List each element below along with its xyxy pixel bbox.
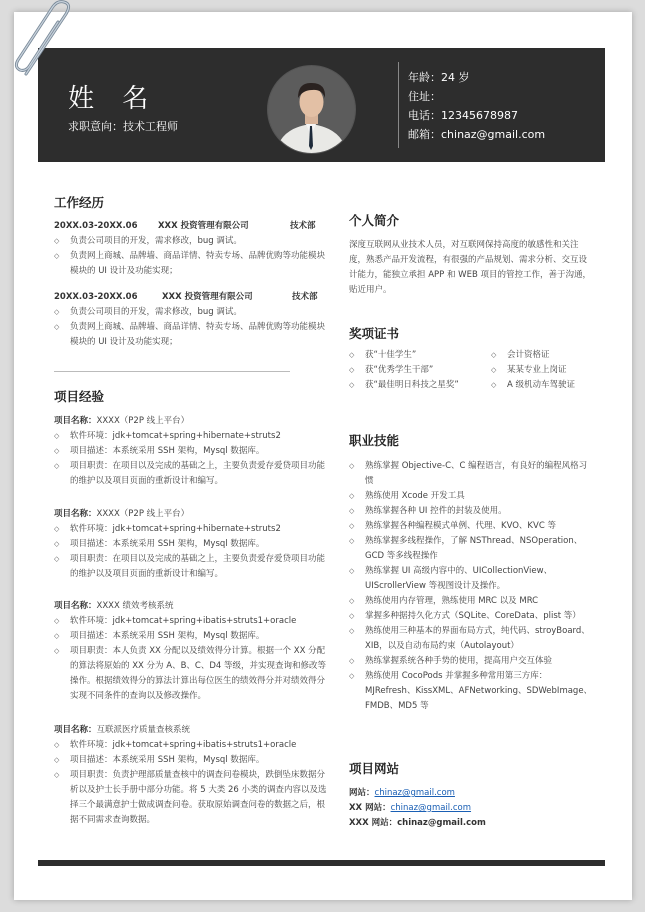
- sites-section-title: 项目网站: [349, 761, 400, 776]
- site-row: [349, 786, 589, 801]
- list-item: ◇ 项目职责：本人负责 XX 分配以及绩效得分计算。根据一个 XX 分配的算法将原始的 XX 分为 A、B、C、D4 等级，并实现查询和修改等操作。根据绩效得分的算法计算出每位医生的绩效得分并对绩效得分实现不同条件的查询以及修改操作。: [54, 644, 329, 704]
- list-item: ◇ 熟练掌握系统各种手势的使用，提高用户交互体验: [349, 654, 595, 669]
- footer-bar: [38, 860, 605, 866]
- list-item: ◇ A 级机动车驾驶证: [491, 378, 601, 393]
- phone-text: 电话：12345678987: [408, 109, 518, 122]
- person-name: 姓 名: [68, 84, 159, 114]
- list-item: ◇ 负责网上商城、品牌墙、商品详情、特卖专场、品牌优购等功能模块模块的 UI 设计及功能实现；: [54, 249, 329, 279]
- section-divider: [54, 371, 290, 372]
- list-item: ◇ 软件环境：jdk+tomcat+spring+hibernate+struts2: [54, 429, 329, 444]
- email-text: 邮箱：chinaz@gmail.com: [408, 128, 546, 141]
- project-entry: [54, 414, 329, 489]
- site-link[interactable]: chinaz@gmail.com: [390, 803, 472, 813]
- list-item: ◇ 掌握多种据持久化方式（SQLite、CoreData、plist 等）: [349, 609, 595, 624]
- list-item: ◇ 获“十佳学生”: [349, 348, 491, 363]
- resume-header: [38, 48, 605, 162]
- site-label: 网站：: [349, 788, 375, 798]
- skills-list: [349, 459, 595, 714]
- work-period: 20XX.03-20XX.06: [54, 221, 138, 231]
- portrait-image: [268, 66, 355, 153]
- list-item: ◇ 熟练使用内存管理，熟练使用 MRC 以及 MRC: [349, 594, 595, 609]
- projects-section-title: 项目经验: [54, 389, 105, 404]
- work-entry: [54, 219, 329, 279]
- profile-section-title: 个人简介: [349, 213, 400, 228]
- list-item: ◇ 熟练使用 Xcode 开发工具: [349, 489, 595, 504]
- list-item: ◇ 熟练掌握 UI 高级内容中的、UICollectionView、UIScrollerView 等视图设计及操作。: [349, 564, 595, 594]
- list-item: ◇ 熟练掌握多线程操作，了解 NSThread、NSOperation、GCD 等多线程操作: [349, 534, 595, 564]
- address-text: 住址：: [408, 90, 441, 103]
- project-name: XXXX（P2P 线上平台）: [96, 416, 190, 426]
- list-item: ◇ 项目职责：在项目以及完成的基础之上，主要负责爱存爱贷项目功能的维护以及项目页面的重新设计和编写。: [54, 552, 329, 582]
- job-intent: 求职意向：技术工程师: [68, 120, 178, 133]
- list-item: ◇ 项目职责：负责护理部质量查核中的调查问卷模块，跌倒坠床数据分析以及护士长手册中部分功能。将 5 大类 26 小类的调查内容以及选择三个最满意护士做成调查问卷。获取原始调查问卷的数据之后，根据不同需求查询数据。: [54, 768, 329, 828]
- site-label: XXX 网站：: [349, 818, 398, 828]
- project-name-label: 项目名称：: [54, 601, 97, 611]
- list-item: ◇ 负责公司项目的开发，需求修改，bug 调试。: [54, 305, 329, 320]
- list-item: ◇ 软件环境：jdk+tomcat+spring+ibatis+struts1+oracle: [54, 614, 329, 629]
- list-item: ◇ 某某专业上岗证: [491, 363, 601, 378]
- profile-text: 深度互联网从业技术人员，对互联网保持高度的敏感性和关注度，熟悉产品开发流程，有很强的产品规划、需求分析、交互设计能力，能独立承担 APP 和 WEB 项目的管控工作，善于沟通，贴近用户。: [349, 240, 591, 295]
- header-divider: [398, 62, 399, 148]
- work-section-title: 工作经历: [54, 195, 105, 210]
- site-label: XX 网站：: [349, 803, 391, 813]
- contact-info: [408, 68, 545, 144]
- list-item: ◇ 获“优秀学生干部”: [349, 363, 491, 378]
- age-text: 年龄：24 岁: [408, 71, 470, 84]
- work-period: 20XX.03-20XX.06: [54, 292, 138, 302]
- project-entry: [54, 507, 329, 582]
- list-item: ◇ 软件环境：jdk+tomcat+spring+ibatis+struts1+oracle: [54, 738, 329, 753]
- list-item: ◇ 负责网上商城、品牌墙、商品详情、特卖专场、品牌优购等功能模块模块的 UI 设计及功能实现；: [54, 320, 329, 350]
- work-entry: [54, 290, 329, 350]
- project-entry: [54, 599, 329, 704]
- awards-list: [349, 348, 601, 393]
- awards-section-title: 奖项证书: [349, 326, 400, 341]
- site-link[interactable]: chinaz@gmail.com: [374, 788, 455, 798]
- work-company: XXX 投资管理有限公司: [158, 221, 249, 231]
- project-name-label: 项目名称：: [54, 509, 97, 519]
- list-item: ◇ 负责公司项目的开发，需求修改，bug 调试。: [54, 234, 329, 249]
- list-item: ◇ 获“最佳明日科技之星奖”: [349, 378, 491, 393]
- list-item: ◇ 项目职责：在项目以及完成的基础之上，主要负责爱存爱贷项目功能的维护以及项目页面的重新设计和编写。: [54, 459, 329, 489]
- project-name: XXXX 绩效考核系统: [96, 601, 174, 611]
- avatar: [267, 65, 356, 154]
- sites-list: [349, 786, 589, 831]
- paperclip-icon: [8, 0, 78, 80]
- site-row: [349, 816, 589, 831]
- project-name-label: 项目名称：: [54, 725, 97, 735]
- list-item: ◇ 项目描述：本系统采用 SSH 架构，Mysql 数据库。: [54, 444, 329, 459]
- list-item: ◇ 熟练掌握各种编程模式单例、代理、KVO、KVC 等: [349, 519, 595, 534]
- project-name-label: 项目名称：: [54, 416, 97, 426]
- list-item: ◇ 熟练使用三种基本的界面布局方式，纯代码、stroyBoard、XIB，以及自动布局约束（Autolayout）: [349, 624, 595, 654]
- list-item: ◇ 项目描述：本系统采用 SSH 架构，Mysql 数据库。: [54, 629, 329, 644]
- skills-section-title: 职业技能: [349, 433, 400, 448]
- project-name: XXXX（P2P 线上平台）: [96, 509, 190, 519]
- list-item: ◇ 会计资格证: [491, 348, 601, 363]
- project-entry: [54, 723, 329, 828]
- list-item: ◇ 项目描述：本系统采用 SSH 架构，Mysql 数据库。: [54, 753, 329, 768]
- site-row: [349, 801, 589, 816]
- work-entry-header: [54, 219, 329, 234]
- list-item: ◇ 项目描述：本系统采用 SSH 架构，Mysql 数据库。: [54, 537, 329, 552]
- work-dept: 技术部: [292, 292, 318, 302]
- list-item: ◇ 熟练掌握 Objective-C、C 编程语言，有良好的编程风格习惯: [349, 459, 595, 489]
- list-item: ◇ 熟练掌握各种 UI 控件的封装及使用。: [349, 504, 595, 519]
- list-item: ◇ 熟练使用 CocoPods 并掌握多种常用第三方库：MJRefresh、KissXML、AFNetworking、SDWebImage、FMDB、MD5 等: [349, 669, 595, 714]
- project-name: 互联派医疗质量查核系统: [96, 725, 191, 735]
- site-value: chinaz@gmail.com: [397, 818, 486, 828]
- work-entry-header: [54, 290, 329, 305]
- work-company: XXX 投资管理有限公司: [162, 292, 253, 302]
- list-item: ◇ 软件环境：jdk+tomcat+spring+hibernate+struts2: [54, 522, 329, 537]
- work-dept: 技术部: [290, 221, 316, 231]
